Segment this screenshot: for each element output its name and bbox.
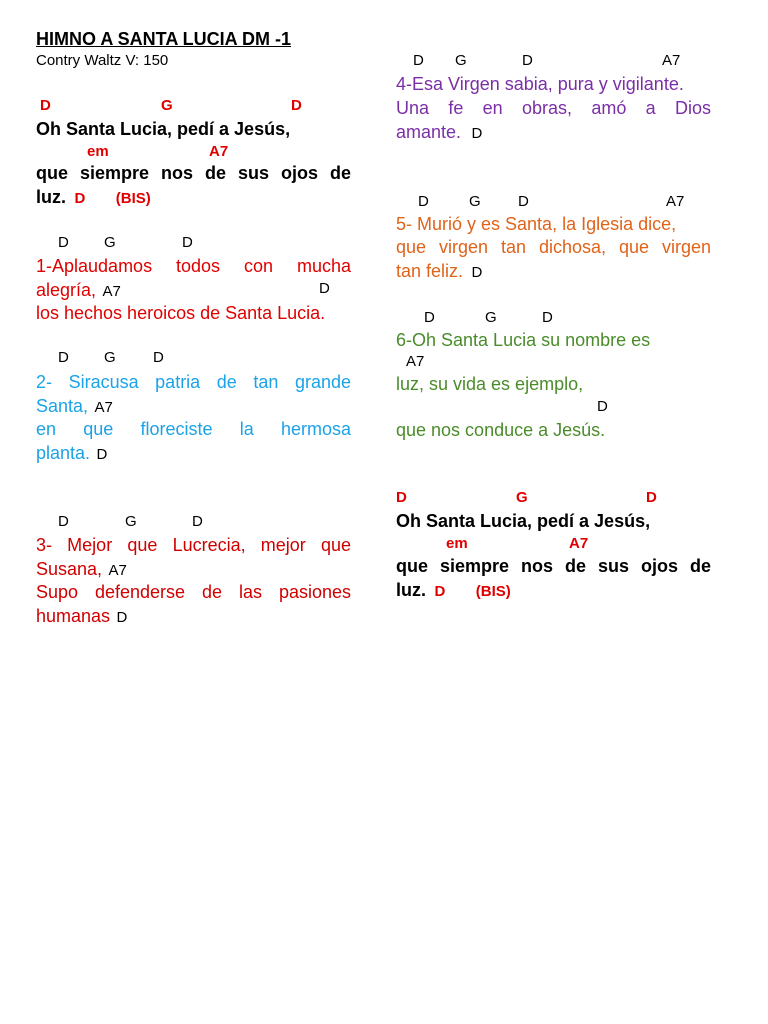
chord: A7 xyxy=(108,562,127,579)
chord: em xyxy=(87,143,109,160)
chord: D xyxy=(58,349,69,366)
chord: A7 xyxy=(209,143,229,160)
verse-line: 5- Murió y es Santa, la Iglesia dice, xyxy=(396,214,677,234)
chord: D xyxy=(291,97,302,114)
chorus-text: luz. xyxy=(396,580,426,600)
verse-line: 1-Aplaudamos todos con mucha xyxy=(36,256,351,276)
chord: G xyxy=(161,97,173,114)
chord: D xyxy=(597,398,608,415)
verse-text: alegría, xyxy=(36,280,97,300)
chord: D xyxy=(471,125,483,142)
verse-line: que virgen tan dichosa, que virgen xyxy=(396,237,711,257)
verse-line: 6-Oh Santa Lucia su nombre es xyxy=(396,330,651,350)
chorus-line: que siempre nos de sus ojos de xyxy=(396,556,711,576)
chord: G xyxy=(516,489,528,506)
verse-line: que nos conduce a Jesús. xyxy=(396,420,606,440)
chord: D xyxy=(396,489,407,506)
chord: D xyxy=(542,309,553,326)
verse-line xyxy=(36,559,127,580)
chord: A7 xyxy=(406,353,425,370)
chord: D xyxy=(58,513,69,530)
chord: D xyxy=(522,52,533,69)
bis-label: (BIS) xyxy=(475,583,511,600)
chord: D xyxy=(58,234,69,251)
verse-text: Santa, xyxy=(36,396,89,416)
verse-line: Una fe en obras, amó a Dios xyxy=(396,98,711,118)
chord: A7 xyxy=(666,193,685,210)
verse-line xyxy=(36,396,113,417)
chord: A7 xyxy=(662,52,681,69)
chord: D xyxy=(319,280,330,297)
chord: A7 xyxy=(102,283,121,300)
verse-line xyxy=(396,261,482,282)
chord: D xyxy=(116,609,128,626)
chord: D xyxy=(192,513,203,530)
chorus-line-end xyxy=(36,187,151,208)
chorus-line-end xyxy=(396,580,511,601)
verse-text: humanas xyxy=(36,606,111,626)
verse-text: amante. xyxy=(396,122,462,142)
chord: G xyxy=(469,193,481,210)
chord: A7 xyxy=(569,535,589,552)
verse-line: 4-Esa Virgen sabia, pura y vigilante. xyxy=(396,74,684,94)
verse-text: planta. xyxy=(36,443,91,463)
verse-text: tan feliz. xyxy=(396,261,464,281)
verse-line: los hechos heroicos de Santa Lucia. xyxy=(36,303,326,323)
chord: G xyxy=(125,513,137,530)
chord: G xyxy=(104,234,116,251)
verse-line: luz, su vida es ejemplo, xyxy=(396,374,584,394)
chord: D xyxy=(518,193,529,210)
chord: D xyxy=(74,190,86,207)
verse-line: 3- Mejor que Lucrecia, mejor que xyxy=(36,535,351,555)
chorus-line: que siempre nos de sus ojos de xyxy=(36,163,351,183)
chord: D xyxy=(182,234,193,251)
chord: em xyxy=(446,535,468,552)
chord: D xyxy=(96,446,108,463)
song-title: HIMNO A SANTA LUCIA DM -1 xyxy=(36,29,291,49)
chord: D xyxy=(418,193,429,210)
chord: D xyxy=(413,52,424,69)
verse-line xyxy=(36,443,107,464)
chord: G xyxy=(104,349,116,366)
verse-line xyxy=(396,122,482,143)
chord: D xyxy=(153,349,164,366)
verse-line: 2- Siracusa patria de tan grande xyxy=(36,372,351,392)
chord: D xyxy=(646,489,657,506)
chord: G xyxy=(485,309,497,326)
chord: G xyxy=(455,52,467,69)
song-subtitle: Contry Waltz V: 150 xyxy=(36,52,169,69)
verse-line xyxy=(36,280,121,301)
bis-label: (BIS) xyxy=(115,190,151,207)
chord: D xyxy=(434,583,446,600)
chord: A7 xyxy=(94,399,113,416)
chord: D xyxy=(40,97,51,114)
verse-line: en que floreciste la hermosa xyxy=(36,419,351,439)
chord: D xyxy=(471,264,483,281)
chorus-line: Oh Santa Lucia, pedí a Jesús, xyxy=(396,511,651,531)
verse-line xyxy=(36,606,127,627)
chord: D xyxy=(424,309,435,326)
verse-text: Susana, xyxy=(36,559,103,579)
verse-line: Supo defenderse de las pasiones xyxy=(36,582,351,602)
chorus-line: Oh Santa Lucia, pedí a Jesús, xyxy=(36,119,291,139)
chorus-text: luz. xyxy=(36,187,66,207)
